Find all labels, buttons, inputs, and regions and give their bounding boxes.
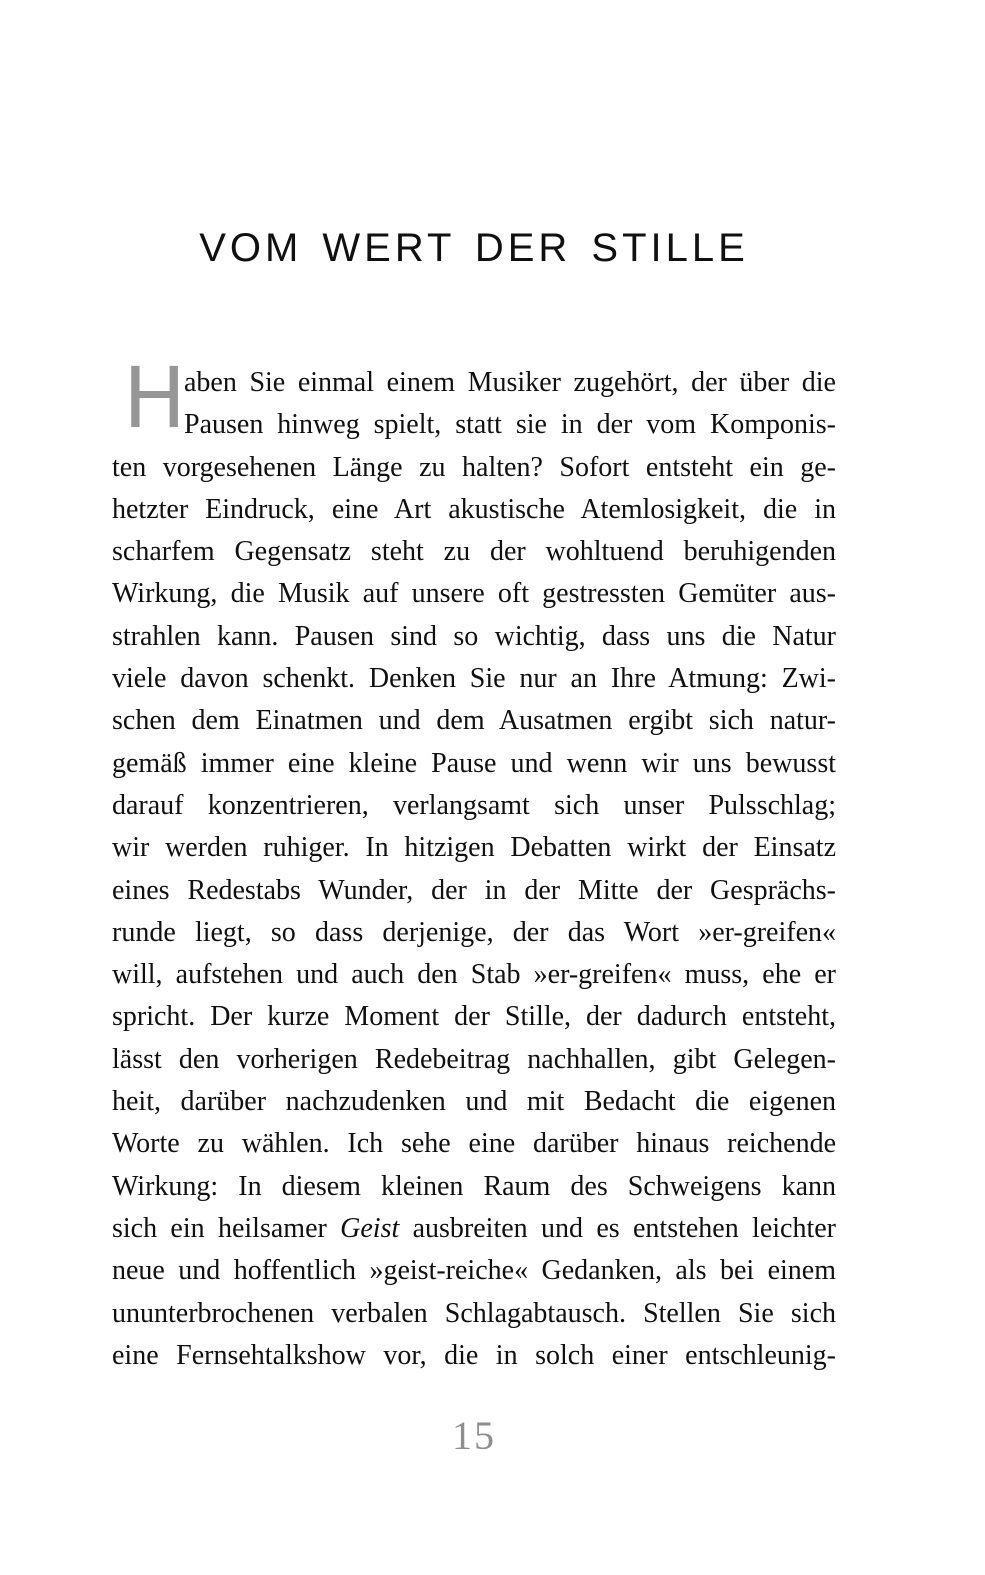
- drop-cap-letter: H: [123, 349, 187, 447]
- body-line: neue und hoffentlich »geist-reiche« Gedanken, als bei einem: [112, 1255, 836, 1287]
- body-line: runde liegt, so dass derjenige, der das Wort »er-greifen«: [112, 916, 836, 948]
- page-number: 15: [452, 1413, 496, 1458]
- body-text: [112, 349, 836, 1377]
- body-line: eine Fernsehtalkshow vor, die in solch einer entschleunig-: [112, 1339, 836, 1371]
- body-line: scharfem Gegensatz steht zu der wohltuend beruhigenden: [112, 536, 836, 568]
- body-line: Wirkung: In diesem kleinen Raum des Schweigens kann: [112, 1170, 836, 1202]
- body-line: sich ein heilsamer Geist ausbreiten und es entstehen leichter: [112, 1212, 836, 1244]
- body-line: gemäß immer eine kleine Pause und wenn wir uns bewusst: [112, 747, 836, 779]
- body-line: darauf konzentrieren, verlangsamt sich unser Pulsschlag;: [112, 789, 836, 821]
- body-line: schen dem Einatmen und dem Ausatmen ergibt sich natur-: [112, 705, 836, 737]
- body-line: aben Sie einmal einem Musiker zugehört, der über die: [184, 367, 836, 398]
- body-line: ten vorgesehenen Länge zu halten? Sofort entsteht ein ge-: [112, 451, 836, 483]
- chapter-title: VOM WERT DER STILLE: [199, 226, 749, 270]
- body-line: spricht. Der kurze Moment der Stille, der dadurch entsteht,: [112, 1001, 836, 1033]
- body-line: eines Redestabs Wunder, der in der Mitte der Gesprächs-: [112, 874, 836, 906]
- body-line: viele davon schenkt. Denken Sie nur an Ihre Atmung: Zwi-: [112, 663, 836, 695]
- body-line: heit, darüber nachzudenken und mit Bedacht die eigenen: [112, 1086, 836, 1118]
- body-line: Wirkung, die Musik auf unsere oft gestressten Gemüter aus-: [112, 578, 836, 610]
- body-line: Worte zu wählen. Ich sehe eine darüber hinaus reichende: [112, 1128, 836, 1160]
- body-line: hetzter Eindruck, eine Art akustische Atemlosigkeit, die in: [112, 493, 836, 525]
- body-line: ununterbrochenen verbalen Schlagabtausch. Stellen Sie sich: [112, 1297, 836, 1329]
- body-line: will, aufstehen und auch den Stab »er-greifen« muss, ehe er: [112, 959, 836, 991]
- body-line: wir werden ruhiger. In hitzigen Debatten wirkt der Einsatz: [112, 832, 836, 864]
- body-line: lässt den vorherigen Redebeitrag nachhallen, gibt Gelegen-: [112, 1043, 836, 1075]
- body-line: strahlen kann. Pausen sind so wichtig, dass uns die Natur: [112, 620, 836, 652]
- body-line: Pausen hinweg spielt, statt sie in der vom Komponis-: [184, 409, 836, 441]
